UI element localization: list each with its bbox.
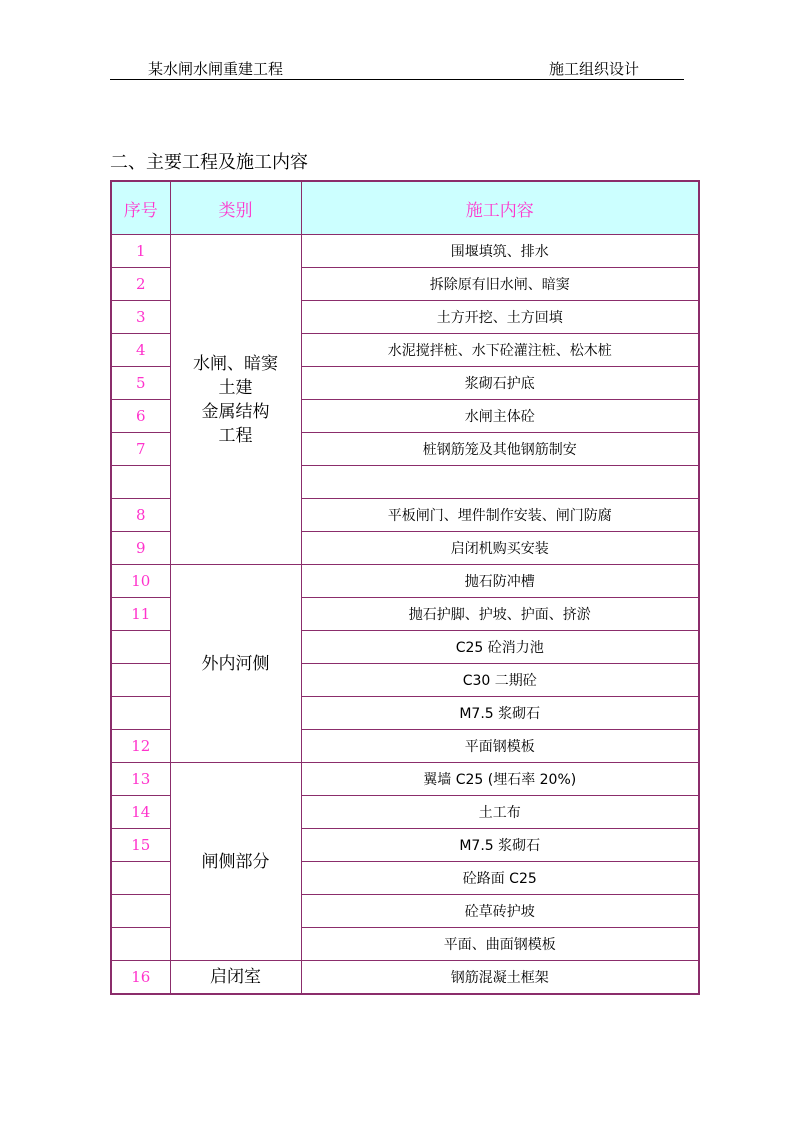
row-work-content: 砼草砖护坡 (301, 895, 699, 928)
table-body (111, 235, 699, 994)
works-table (110, 180, 700, 995)
category-label: 启闭室 (210, 966, 261, 987)
row-seq-number: 14 (111, 796, 170, 829)
row-seq-number: 2 (111, 268, 170, 301)
row-seq-number (111, 895, 170, 928)
category-label: 工程 (218, 425, 253, 446)
row-seq-number (111, 697, 170, 730)
header-doc-type: 施工组织设计 (549, 60, 640, 78)
category-label: 外内河侧 (201, 653, 270, 674)
table-row (111, 961, 699, 994)
table-row (111, 763, 699, 796)
row-work-content: 土方开挖、土方回填 (301, 301, 699, 334)
row-work-content: 拆除原有旧水闸、暗窦 (301, 268, 699, 301)
row-work-content: 平板闸门、埋件制作安装、闸门防腐 (301, 499, 699, 532)
section-title: 二、主要工程及施工内容 (110, 152, 308, 173)
row-seq-number: 3 (111, 301, 170, 334)
row-seq-number: 6 (111, 400, 170, 433)
row-seq-number: 15 (111, 829, 170, 862)
category-cell (170, 235, 301, 565)
row-seq-number (111, 466, 170, 499)
table-row (111, 235, 699, 268)
header-project-title: 某水闸水闸重建工程 (148, 60, 284, 78)
category-label: 闸侧部分 (201, 851, 270, 872)
row-seq-number: 4 (111, 334, 170, 367)
row-seq-number: 11 (111, 598, 170, 631)
row-seq-number (111, 664, 170, 697)
row-work-content: 浆砌石护底 (301, 367, 699, 400)
column-header-seq: 序号 (111, 181, 170, 235)
row-work-content: 水闸主体砼 (301, 400, 699, 433)
row-seq-number: 16 (111, 961, 170, 994)
row-seq-number: 10 (111, 565, 170, 598)
row-work-content: 水泥搅拌桩、水下砼灌注桩、松木桩 (301, 334, 699, 367)
category-cell (170, 763, 301, 961)
row-seq-number: 12 (111, 730, 170, 763)
column-header-category: 类别 (170, 181, 301, 235)
row-work-content: 砼路面 C25 (301, 862, 699, 895)
row-work-content: 抛石护脚、护坡、护面、挤淤 (301, 598, 699, 631)
row-seq-number: 5 (111, 367, 170, 400)
row-seq-number: 8 (111, 499, 170, 532)
row-work-content (301, 466, 699, 499)
category-label: 金属结构 (201, 401, 270, 422)
row-seq-number: 13 (111, 763, 170, 796)
header-rule (110, 79, 684, 80)
category-cell (170, 565, 301, 763)
category-label: 土建 (218, 377, 253, 398)
category-label: 水闸、暗窦 (193, 353, 278, 374)
row-work-content: 平面钢模板 (301, 730, 699, 763)
row-work-content: C25 砼消力池 (301, 631, 699, 664)
row-work-content: 启闭机购买安装 (301, 532, 699, 565)
row-work-content: 翼墙 C25 (埋石率 20%) (301, 763, 699, 796)
row-seq-number: 9 (111, 532, 170, 565)
row-work-content: M7.5 浆砌石 (301, 829, 699, 862)
row-seq-number: 1 (111, 235, 170, 268)
row-work-content: 桩钢筋笼及其他钢筋制安 (301, 433, 699, 466)
category-cell (170, 961, 301, 994)
row-work-content: 围堰填筑、排水 (301, 235, 699, 268)
row-seq-number (111, 928, 170, 961)
row-seq-number: 7 (111, 433, 170, 466)
table-row (111, 565, 699, 598)
row-seq-number (111, 631, 170, 664)
row-work-content: 钢筋混凝土框架 (301, 961, 699, 994)
table-header-row (111, 181, 699, 235)
row-work-content: 土工布 (301, 796, 699, 829)
row-work-content: 抛石防冲槽 (301, 565, 699, 598)
row-work-content: C30 二期砼 (301, 664, 699, 697)
row-work-content: M7.5 浆砌石 (301, 697, 699, 730)
row-seq-number (111, 862, 170, 895)
row-work-content: 平面、曲面钢模板 (301, 928, 699, 961)
column-header-content: 施工内容 (301, 181, 699, 235)
